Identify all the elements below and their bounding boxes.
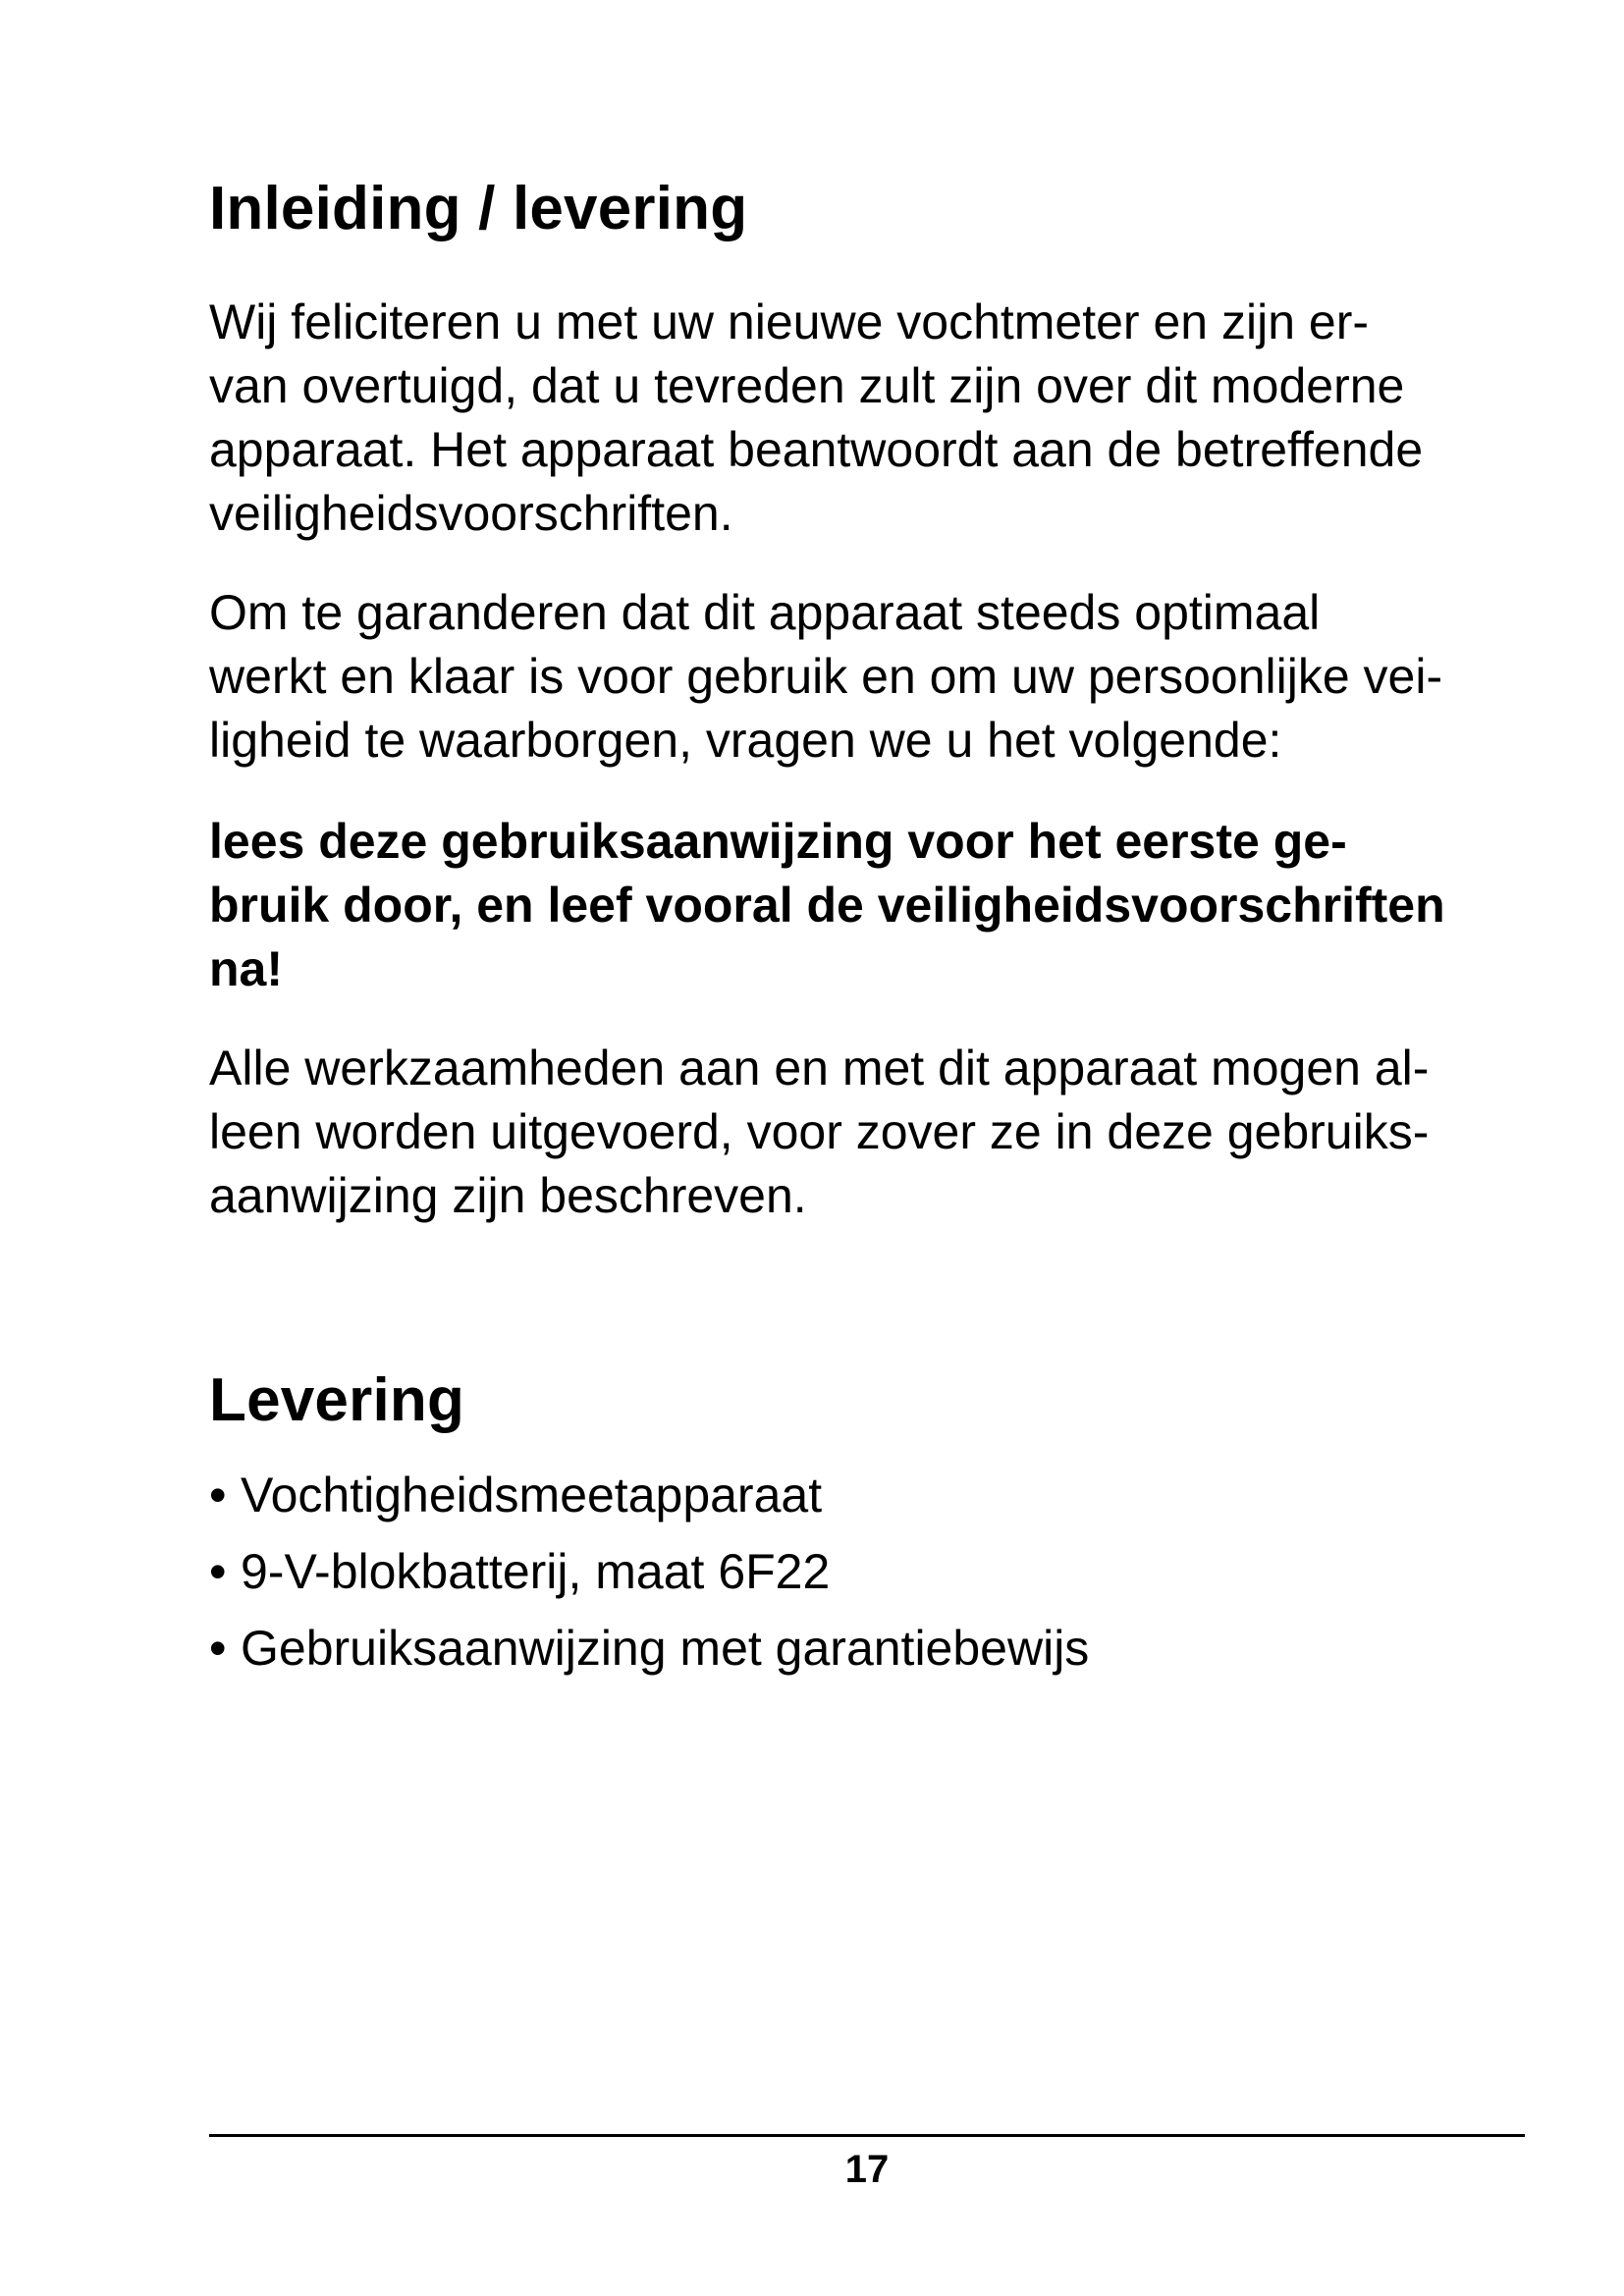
intro-paragraph-4 <box>209 1037 1429 1228</box>
text-line: apparaat. Het apparaat beantwoordt aan de betreffende <box>209 422 1424 477</box>
text-line: na! <box>209 941 283 996</box>
intro-paragraph-1 <box>209 291 1423 546</box>
bullet-icon: • <box>209 1544 227 1599</box>
list-item <box>209 1610 1089 1686</box>
section-heading-intro: Inleiding / levering <box>209 175 748 242</box>
intro-paragraph-2 <box>209 581 1442 773</box>
text-line: aanwijzing zijn beschreven. <box>209 1168 807 1223</box>
page-number: 17 <box>844 2148 890 2191</box>
text-line: werkt en klaar is voor gebruik en om uw persoonlijke vei- <box>209 649 1443 704</box>
footer-divider <box>209 2134 1525 2137</box>
text-line: lees deze gebruiksaanwijzing voor het eerste ge- <box>209 814 1347 869</box>
text-line: ligheid te waarborgen, vragen we u het volgende: <box>209 713 1282 768</box>
bullet-icon: • <box>209 1468 227 1522</box>
section-heading-levering: Levering <box>209 1366 465 1434</box>
bullet-icon: • <box>209 1621 227 1676</box>
list-item <box>209 1457 1089 1533</box>
text-line: veiligheidsvoorschriften. <box>209 486 733 541</box>
text-line: Om te garanderen dat dit apparaat steeds optimaal <box>209 585 1321 640</box>
intro-warning-paragraph <box>209 810 1445 1001</box>
list-item-label: 9-V-blokbatterij, maat 6F22 <box>241 1544 831 1599</box>
delivery-list <box>209 1457 1089 1686</box>
text-line: van overtuigd, dat u tevreden zult zijn over dit moderne <box>209 358 1405 413</box>
list-item-label: Vochtigheidsmeetapparaat <box>241 1468 823 1522</box>
text-line: Alle werkzaamheden aan en met dit apparaat mogen al- <box>209 1041 1430 1095</box>
text-line: leen worden uitgevoerd, voor zover ze in deze gebruiks- <box>209 1104 1430 1159</box>
text-line: Wij feliciteren u met uw nieuwe vochtmeter en zijn er- <box>209 294 1370 349</box>
list-item-label: Gebruiksaanwijzing met garantiebewijs <box>241 1621 1090 1676</box>
list-item <box>209 1533 1089 1610</box>
document-page <box>209 0 1525 2296</box>
text-line: bruik door, en leef vooral de veiligheidsvoorschriften <box>209 878 1445 933</box>
